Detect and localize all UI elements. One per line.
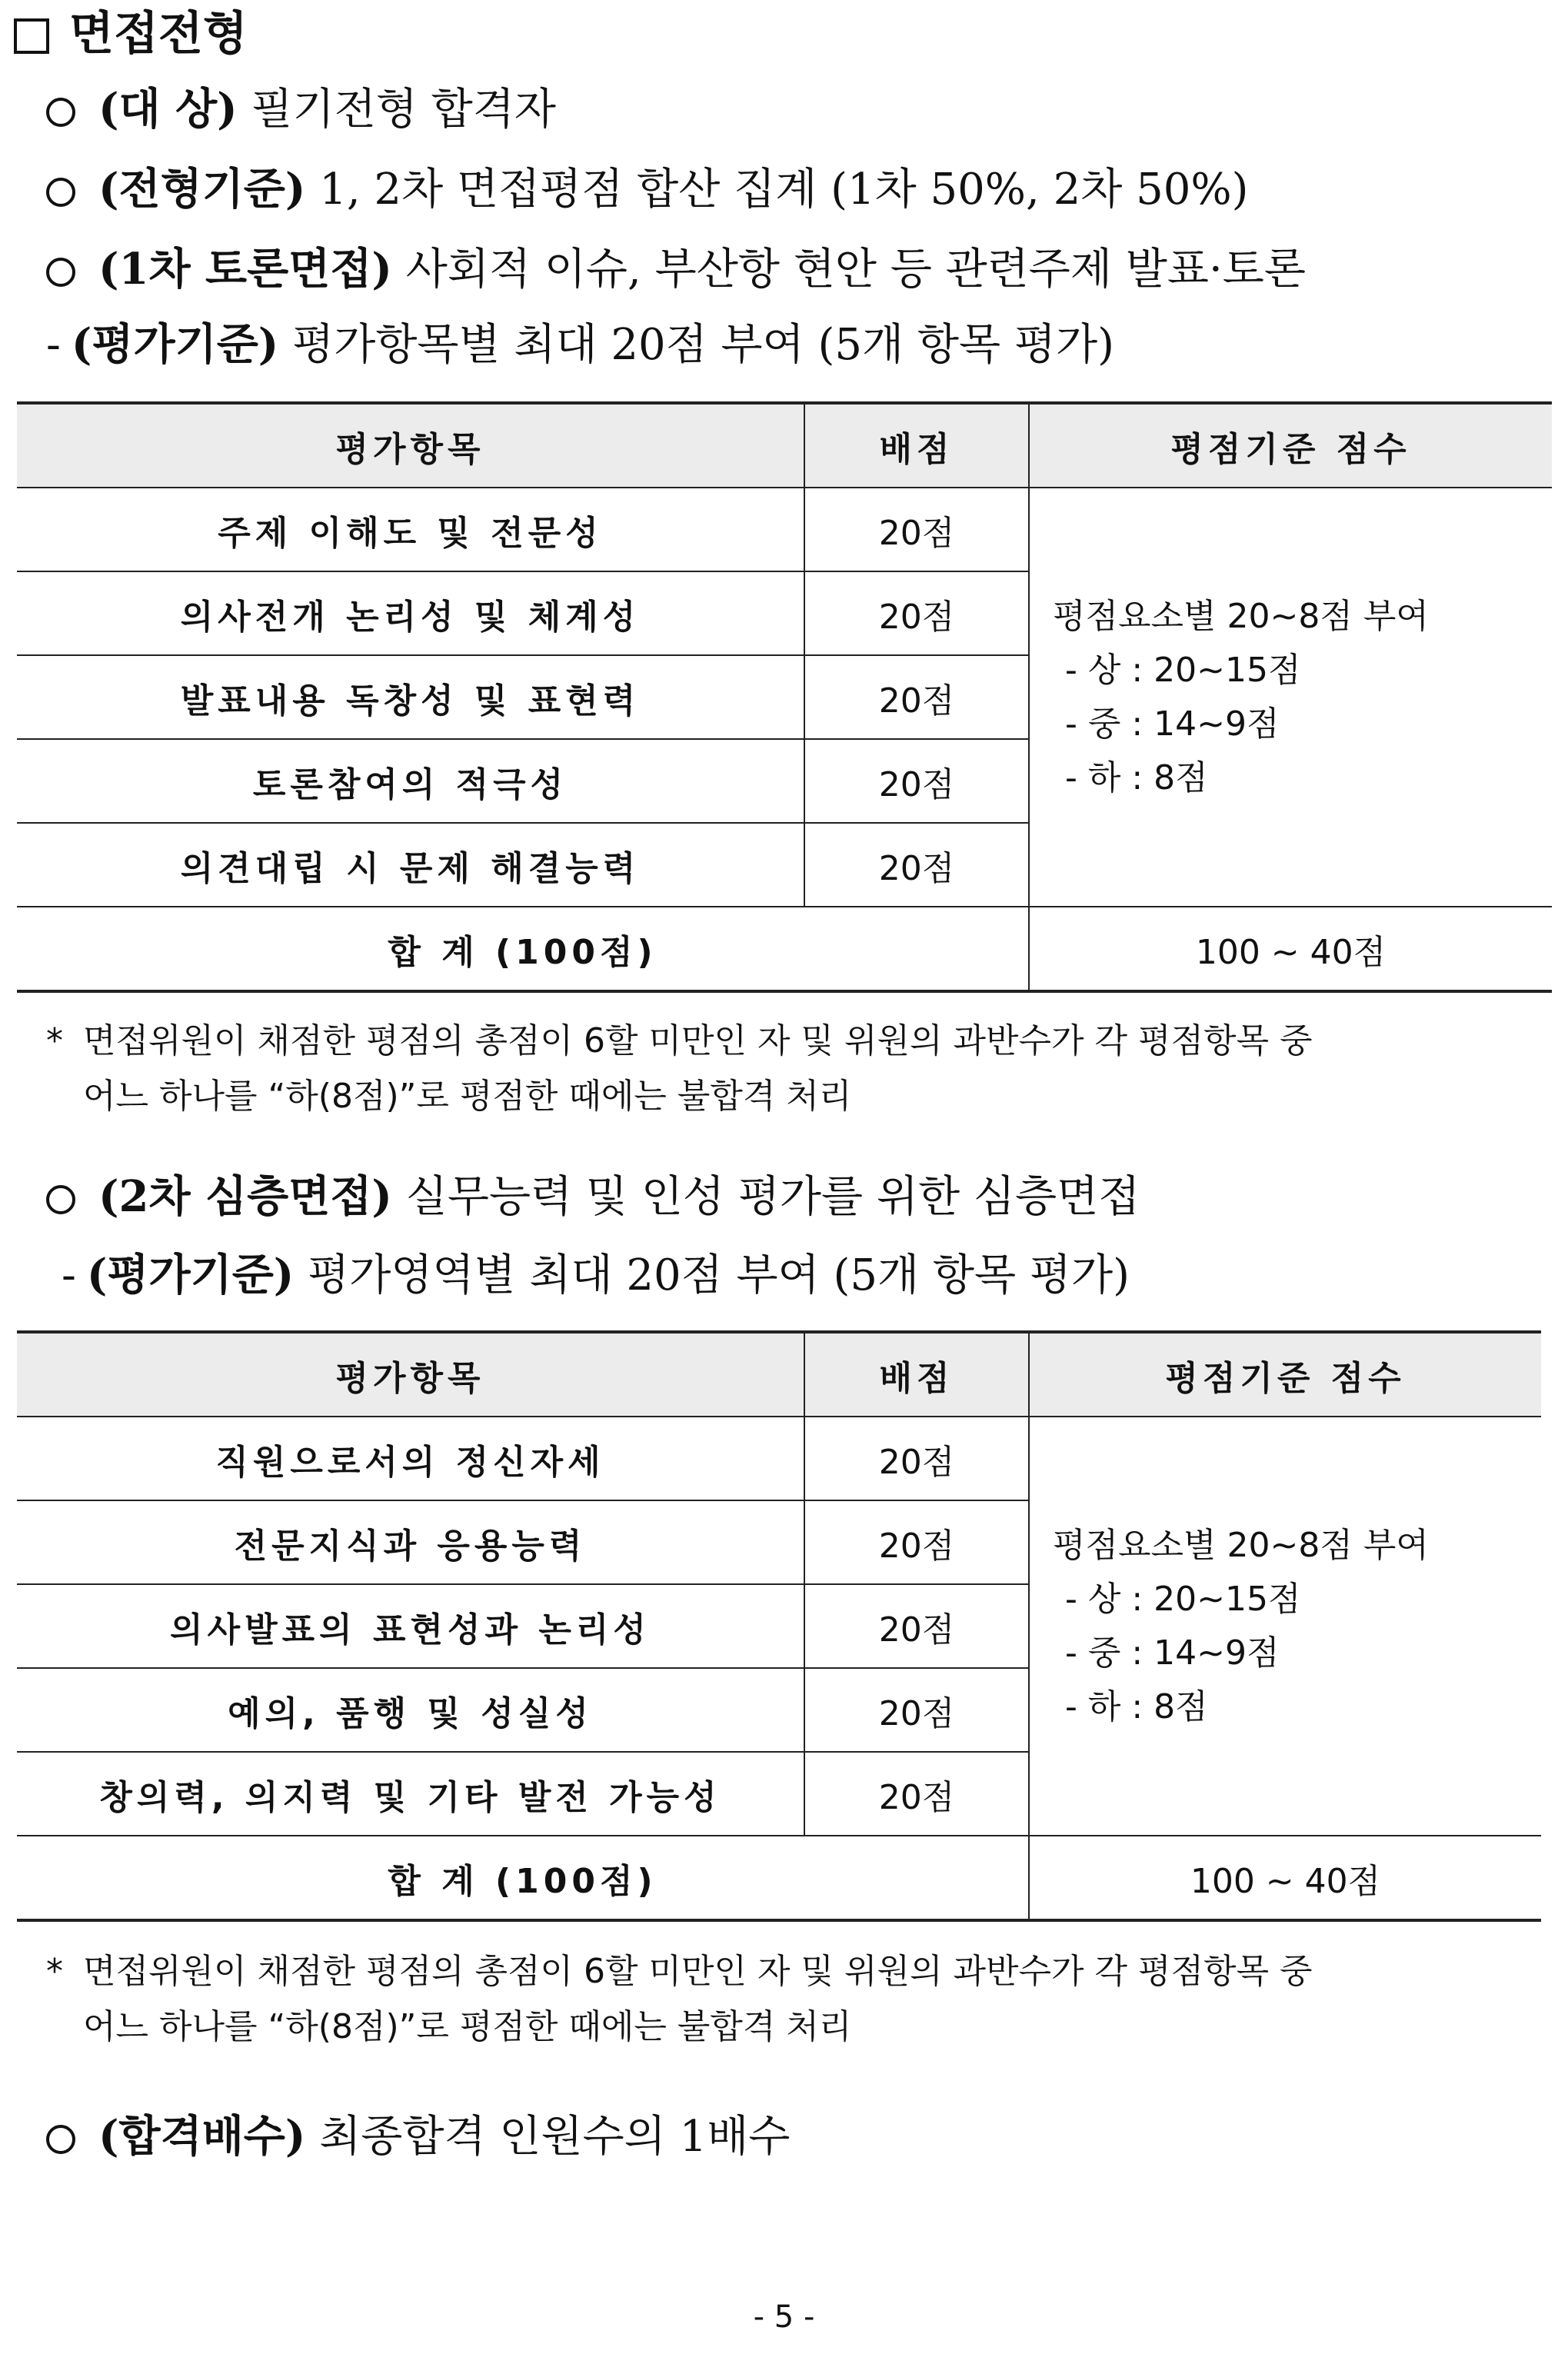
score-line: - 중 : 14∼9점 (1065, 1633, 1280, 1673)
bullet-circle-icon (46, 98, 75, 127)
second-note (46, 1944, 1312, 2055)
score-criteria-cell (1029, 1417, 1541, 1836)
table-total-row (17, 1836, 1541, 1920)
score-criteria-cell (1029, 488, 1552, 907)
note-line: 어느 하나를 “하(8점)”로 평점한 때에는 불합격 처리 (83, 2007, 852, 2046)
section-title: 면접전형 (69, 7, 248, 61)
row-item: 토론참여의 적극성 (17, 739, 804, 823)
row-item: 의사발표의 표현성과 논리성 (17, 1584, 804, 1668)
header-score: 평점기준 점수 (1029, 403, 1552, 488)
note-line: 면접위원이 채점한 평점의 총점이 6할 미만인 자 및 위원의 과반수가 각 평점항목 중 (83, 1021, 1313, 1060)
score-line: - 상 : 20∼15점 (1065, 650, 1301, 690)
row-points: 20점 (804, 823, 1029, 907)
dash: - (46, 320, 61, 370)
dash: - (62, 1250, 76, 1300)
table-row (17, 488, 1552, 571)
bullet-circle-icon (46, 2125, 75, 2154)
header-score: 평점기준 점수 (1029, 1332, 1541, 1417)
row-points: 20점 (804, 655, 1029, 739)
row-item: 전문지식과 응용능력 (17, 1500, 804, 1584)
second-interview-text: 실무능력 및 인성 평가를 위한 심층면접 (405, 1172, 1140, 1222)
row-points: 20점 (804, 739, 1029, 823)
table-header-row (17, 403, 1552, 488)
table-total-row (17, 907, 1552, 991)
row-item: 주제 이해도 및 전문성 (17, 488, 804, 571)
second-interview-label: (2차 심층면접) (98, 1171, 392, 1222)
row-points: 20점 (804, 1752, 1029, 1836)
checkbox-square-icon (14, 18, 49, 54)
second-eval-label: (평가기준) (86, 1250, 295, 1300)
first-eval-label: (평가기준) (71, 319, 279, 370)
score-line: - 하 : 8점 (1065, 757, 1208, 797)
score-line: 평점요소별 20∼8점 부여 (1053, 596, 1429, 636)
target-label: (대 상) (98, 84, 238, 135)
criteria-label: (전형기준) (98, 164, 306, 215)
first-interview-label: (1차 토론면접) (98, 244, 392, 295)
second-eval-text: 평가영역별 최대 20점 부여 (5개 항목 평가) (308, 1250, 1130, 1300)
row-item: 의견대립 시 문제 해결능력 (17, 823, 804, 907)
header-item: 평가항목 (17, 403, 804, 488)
first-note (46, 1014, 1312, 1124)
first-eval-table (17, 401, 1552, 993)
total-label: 합 계 (100점) (17, 907, 1029, 991)
row-item: 직원으로서의 정신자세 (17, 1417, 804, 1500)
score-line: - 하 : 8점 (1065, 1686, 1208, 1726)
criteria-line (46, 160, 1248, 219)
row-points: 20점 (804, 1584, 1029, 1668)
first-interview-line (46, 240, 1306, 299)
target-line (46, 80, 556, 139)
row-item: 발표내용 독창성 및 표현력 (17, 655, 804, 739)
multiple-label: (합격배수) (98, 2111, 306, 2162)
total-value: 100 ∼ 40점 (1029, 1836, 1541, 1920)
note-star: * (46, 1952, 63, 1991)
first-eval-text: 평가항목별 최대 20점 부여 (5개 항목 평가) (292, 320, 1114, 370)
header-item: 평가항목 (17, 1332, 804, 1417)
score-line: - 상 : 20∼15점 (1065, 1579, 1301, 1619)
row-points: 20점 (804, 488, 1029, 571)
note-star: * (46, 1021, 63, 1060)
row-points: 20점 (804, 1417, 1029, 1500)
table-header-row (17, 1332, 1541, 1417)
row-points: 20점 (804, 571, 1029, 655)
second-eval-table (17, 1330, 1541, 1922)
target-text: 필기전형 합격자 (251, 85, 556, 135)
bullet-circle-icon (46, 258, 75, 287)
note-line: 면접위원이 채점한 평점의 총점이 6할 미만인 자 및 위원의 과반수가 각 평점항목 중 (83, 1952, 1313, 1991)
row-points: 20점 (804, 1668, 1029, 1752)
second-eval-line (62, 1246, 1130, 1305)
page-number: - 5 - (753, 2299, 815, 2335)
bullet-circle-icon (46, 1185, 75, 1214)
second-interview-line (46, 1167, 1140, 1227)
criteria-text: 1, 2차 면접평점 합산 집계 (1차 50%, 2차 50%) (319, 165, 1249, 215)
table-row (17, 1417, 1541, 1500)
score-line: - 중 : 14∼9점 (1065, 704, 1280, 744)
row-item: 예의, 품행 및 성실성 (17, 1668, 804, 1752)
note-line: 어느 하나를 “하(8점)”로 평점한 때에는 불합격 처리 (83, 1077, 852, 1116)
total-label: 합 계 (100점) (17, 1836, 1029, 1920)
first-eval-line (46, 315, 1114, 375)
row-points: 20점 (804, 1500, 1029, 1584)
section-heading (14, 3, 248, 65)
row-item: 의사전개 논리성 및 체계성 (17, 571, 804, 655)
header-points: 배점 (804, 403, 1029, 488)
header-points: 배점 (804, 1332, 1029, 1417)
multiple-line (46, 2107, 790, 2166)
score-line: 평점요소별 20∼8점 부여 (1053, 1525, 1429, 1565)
total-value: 100 ∼ 40점 (1029, 907, 1552, 991)
row-item: 창의력, 의지력 및 기타 발전 가능성 (17, 1752, 804, 1836)
multiple-text: 최종합격 인원수의 1배수 (319, 2112, 791, 2162)
first-interview-text: 사회적 이슈, 부산항 현안 등 관련주제 발표·토론 (405, 245, 1306, 295)
bullet-circle-icon (46, 178, 75, 207)
